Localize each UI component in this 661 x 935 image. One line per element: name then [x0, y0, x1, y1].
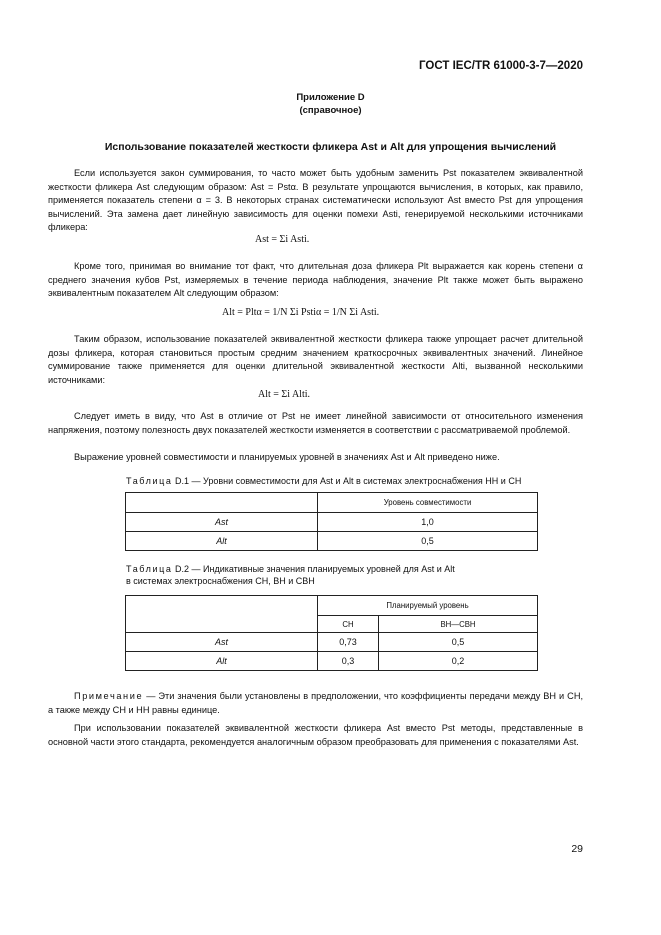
paragraph-4: Следует иметь в виду, что Ast в отличие от Pst не имеет линейной зависимости от относительного изменения напряжения, поэтому полезность двух показателей жесткости изменяется в соответствии с рассматриваемой проблемой.	[48, 411, 583, 435]
table1-row2-value: 0,5	[318, 532, 538, 551]
table1-row1-value: 1,0	[318, 513, 538, 532]
table-row	[126, 652, 538, 671]
formula-ast: Ast = Σi Asti.	[255, 234, 310, 245]
table2-row2-v2: 0,2	[379, 652, 538, 671]
table2-col-sn: СН	[318, 616, 379, 633]
formula-alt: Alt = Pltα = 1/N Σi Pstiα = 1/N Σi Asti.	[222, 307, 380, 318]
table2-row1-v1: 0,73	[318, 633, 379, 652]
paragraph-1: Если используется закон суммирования, то часто может быть удобным заменить Pst показателем эквивалентной жесткости фликера Ast следующим образом: Ast = Pstα. В результате упрощаются вычисления, в которых, как правило, применяется показатель степени α = 3. В некоторых странах систематически используют Ast вместо Pst для упрощения вычислений. Эта замена дает линейную зависимость для оценки помехи Asti, генерируемой несколькими источниками фликера:	[48, 168, 583, 233]
annex-heading	[0, 91, 661, 117]
page-number: 29	[571, 843, 583, 855]
table-note	[48, 690, 583, 717]
table1-caption-text: D.1 — Уровни совместимости для Ast и Alt в системах электроснабжения НН и СН	[175, 476, 522, 486]
table2-row2-name: Alt	[126, 652, 318, 671]
table-row	[126, 633, 538, 652]
table2-corner	[126, 596, 318, 633]
formula-alt-sum: Alt = Σi Alti.	[258, 389, 311, 400]
section-title: Использование показателей жесткости фликера Ast и Alt для упрощения вычислений	[104, 141, 557, 153]
note-text: — Эти значения были установлены в предположении, что коэффициенты передачи между ВН и СН, а также между СН и НН равны единице.	[48, 691, 584, 715]
table2-caption-line2: в системах электроснабжения СН, ВН и СВН	[126, 576, 315, 586]
annex-subtitle: (справочное)	[299, 105, 362, 116]
table-row	[126, 532, 538, 551]
table1-row2-name: Alt	[126, 532, 318, 551]
table2-caption	[126, 563, 586, 587]
table1-row1-name: Ast	[126, 513, 318, 532]
note-label: Примечание	[74, 691, 144, 701]
paragraph-3: Таким образом, использование показателей эквивалентной жесткости фликера также упрощает расчет длительной дозы фликера, которая становиться простым средним значением краткосрочных эквивалентных значений. Линейное суммирование также применяется для оценки длительной эквивалентной жесткости Alti, вызванной несколькими источниками:	[48, 334, 583, 385]
table1-caption	[126, 475, 586, 487]
table2-row2-v1: 0,3	[318, 652, 379, 671]
table2	[125, 595, 538, 671]
paragraph-6: При использовании показателей эквивалентной жесткости фликера Ast вместо Pst методы, представленные в основной части этого стандарта, рекомендуется аналогичным образом преобразовать для применения с показателями Ast.	[48, 723, 583, 747]
table2-col-vn-svn: ВН—СВН	[379, 616, 538, 633]
table1-label: Таблица	[126, 476, 173, 486]
table2-caption-text: D.2 — Индикативные значения планируемых уровней для Ast и Alt	[175, 564, 455, 574]
table1-corner	[126, 493, 318, 513]
annex-title: Приложение D	[296, 92, 365, 103]
paragraph-2: Кроме того, принимая во внимание тот факт, что длительная доза фликера Plt выражается как корень степени α среднего значения кубов Pst, измеряемых в течение периода наблюдения, значение Plt также может быть выражено эквивалентным показателем Alt следующим образом:	[48, 261, 583, 299]
table2-row1-v2: 0,5	[379, 633, 538, 652]
table2-header: Планируемый уровень	[318, 596, 538, 616]
table2-row1-name: Ast	[126, 633, 318, 652]
paragraph-5: Выражение уровней совместимости и планируемых уровней в значениях Ast и Alt приведено ниже.	[74, 452, 500, 462]
table2-label: Таблица	[126, 564, 173, 574]
document-id: ГОСТ IEC/TR 61000-3-7—2020	[419, 60, 583, 72]
table-row	[126, 513, 538, 532]
table1-header: Уровень совместимости	[318, 493, 538, 513]
table1	[125, 492, 538, 551]
